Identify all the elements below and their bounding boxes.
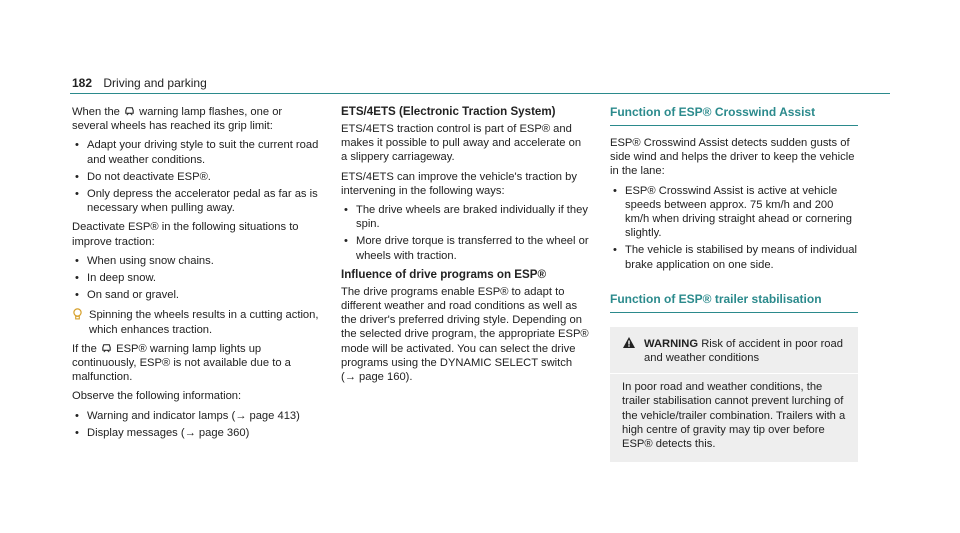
header-rule (70, 93, 890, 94)
ets-list (341, 203, 589, 263)
heading-rule (610, 312, 858, 313)
warning-header (622, 337, 850, 365)
column-middle (341, 105, 589, 389)
list-item: • When using snow chains. (72, 254, 320, 268)
intro-paragraph: When the warning lamp flashes, one or several wheels has reached its grip limit: (72, 106, 283, 133)
note-text: Spinning the wheels results in a cutting action, which enhances traction. (89, 309, 319, 336)
list-item-link[interactable]: • Display messages (→ page 360) (72, 426, 320, 440)
list-item: • More drive torque is transferred to the wheel or wheels with traction. (341, 234, 589, 262)
crosswind-list (610, 184, 858, 272)
column-left (72, 105, 320, 445)
warning-separator (610, 373, 858, 374)
list-item: • On sand or gravel. (72, 288, 320, 302)
lightbulb-icon (72, 308, 83, 323)
crosswind-heading: Function of ESP® Crosswind Assist (610, 105, 816, 119)
ets-heading: ETS/4ETS (Electronic Traction System) (341, 105, 556, 118)
esp-warning-lamp-icon (101, 342, 112, 353)
warning-title: Risk of accident in poor road and weather conditions (644, 337, 843, 365)
list-item: • In deep snow. (72, 271, 320, 285)
situations-list (72, 254, 320, 303)
trailer-heading: Function of ESP® trailer stabilisation (610, 291, 822, 306)
warning-triangle-icon (622, 336, 636, 353)
deactivate-paragraph: Deactivate ESP® in the following situations to improve traction: (72, 221, 299, 248)
drive-programs-paragraph[interactable]: The drive programs enable ESP® to adapt to different weather and road conditions as well as the driver's preferred driving style. Depending on the selected drive program, the appropriate ESP® mode will be activated. You can select the drive programs using the DYNAMIC SELECT switch (→ page 160). (341, 285, 589, 384)
warning-box (610, 327, 858, 462)
list-item: • The drive wheels are braked individually if they spin. (341, 203, 589, 231)
ets-paragraph-1: ETS/4ETS traction control is part of ESP® and makes it possible to pull away and accelerate on a slippery carriageway. (341, 123, 582, 164)
list-item: • The vehicle is stabilised by means of individual brake application on one side. (610, 243, 858, 271)
note (72, 308, 320, 336)
list-item: • ESP® Crosswind Assist is active at vehicle speeds between approx. 75 km/h and 200 km/h when driving straight ahead or cornering slightly. (610, 184, 858, 241)
warning-body: In poor road and weather conditions, the trailer stabilisation cannot prevent lurching of the vehicle/trailer combination. Trailers with a high centre of gravity may tip over before ESP® detects this. (622, 381, 846, 451)
page-number: 182 (72, 76, 93, 90)
advice-list (72, 138, 320, 215)
malfunction-paragraph: If the ESP® warning lamp lights up continuously, ESP® is not available due to a malfunction. (72, 342, 291, 384)
column-right (610, 105, 858, 462)
references-list (72, 409, 320, 440)
crosswind-paragraph: ESP® Crosswind Assist detects sudden gusts of side wind and helps the driver to keep the vehicle in the lane: (610, 137, 855, 178)
list-item-link[interactable]: • Warning and indicator lamps (→ page 413) (72, 409, 320, 423)
ets-paragraph-2: ETS/4ETS can improve the vehicle's traction by intervening in the following ways: (341, 170, 577, 197)
list-item: • Adapt your driving style to suit the current road and weather conditions. (72, 138, 320, 166)
list-item: • Only depress the accelerator pedal as far as is necessary when pulling away. (72, 187, 320, 215)
drive-programs-heading: Influence of drive programs on ESP® (341, 267, 547, 281)
esp-warning-lamp-icon (124, 105, 135, 116)
observe-paragraph: Observe the following information: (72, 390, 242, 403)
warning-label: WARNING (644, 337, 699, 350)
list-item: • Do not deactivate ESP®. (72, 170, 320, 184)
section-title: Driving and parking (103, 76, 207, 90)
page-header (72, 76, 207, 90)
heading-rule (610, 125, 858, 126)
